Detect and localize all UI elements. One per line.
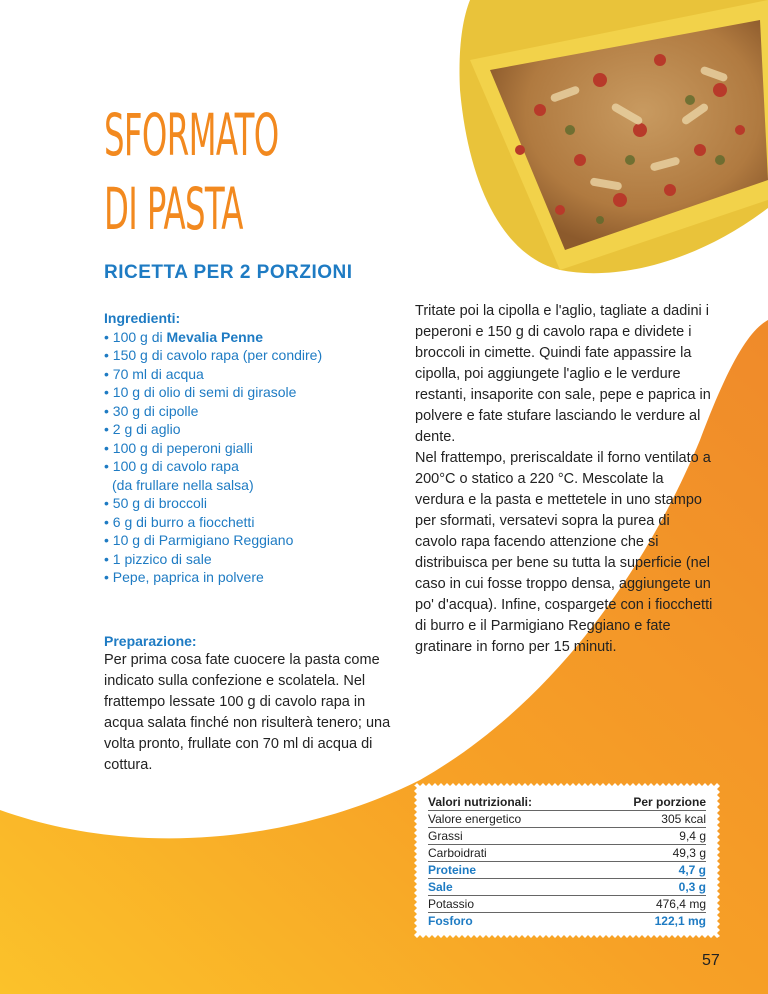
preparation-paragraph-1: Tritate poi la cipolla e l'aglio, tagliate a dadini i peperoni e 150 g di cavolo rapa e dividete i broccoli in cimette. Quindi fate appassire la cipolla, poi aggiungete l'aglio e le verdure restanti, insaporite con sale, pepe e paprica in polvere e fate stufare lasciando le verdure al dente. xyxy=(415,303,711,445)
ingredient-item: • 100 g di cavolo rapa xyxy=(104,458,239,474)
ingredients-title: Ingredienti: xyxy=(104,310,181,326)
ingredient-item-note: (da frullare nella salsa) xyxy=(112,476,254,493)
title-line-2: DI PASTA xyxy=(104,175,243,243)
ingredient-item: • 2 g di aglio xyxy=(104,421,181,437)
ingredient-item: • 1 pizzico di sale xyxy=(104,550,212,567)
ingredient-item: • 6 g di burro a fiocchetti xyxy=(104,513,255,530)
ingredient-item: • 100 g di peperoni gialli xyxy=(104,439,253,456)
recipe-title xyxy=(104,98,279,246)
ingredient-item: • 50 g di broccoli xyxy=(104,495,207,511)
nutrition-row-highlight xyxy=(428,862,706,879)
ingredient-item: • 70 ml di acqua xyxy=(104,365,204,382)
nutrition-card xyxy=(414,783,720,938)
ingredients-list xyxy=(104,328,374,587)
page-number: 57 xyxy=(702,952,720,969)
nutrition-row xyxy=(428,811,706,828)
nutrition-header-label: Valori nutrizionali: xyxy=(428,794,592,811)
ingredient-item xyxy=(104,328,374,347)
nutrition-value: 4,7 g xyxy=(592,862,706,879)
nutrition-label: Proteine xyxy=(428,862,592,879)
nutrition-row-highlight xyxy=(428,879,706,896)
ingredient-text: • 100 g di xyxy=(104,328,167,345)
ingredient-item: • 10 g di Parmigiano Reggiano xyxy=(104,532,294,548)
nutrition-value: 476,4 mg xyxy=(592,896,706,913)
nutrition-row-highlight xyxy=(428,913,706,930)
recipe-subtitle: RICETTA PER 2 PORZIONI xyxy=(104,262,353,283)
nutrition-label: Valore energetico xyxy=(428,811,592,828)
nutrition-table xyxy=(428,794,706,929)
nutrition-row xyxy=(428,896,706,913)
ingredient-item: • 10 g di olio di semi di girasole xyxy=(104,384,297,400)
nutrition-row xyxy=(428,828,706,845)
preparation-paragraph-2: Nel frattempo, preriscaldate il forno ventilato a 200°C o statico a 220 °C. Mescolate la verdura e la pasta e mettetele in uno stampo per sformati, versatevi sopra la purea di cavolo rapa facendo attenzione che si distribuisca per bene su tutta la superficie (nel caso in cui fosse troppo densa, aggiungete un po' d'acqua). Infine, cospargete con i fiocchetti di burro e il Parmigiano Reggiano e fate gratinare in forno per 15 minuti. xyxy=(415,450,713,655)
nutrition-row xyxy=(428,845,706,862)
nutrition-label: Carboidrati xyxy=(428,845,592,862)
ingredient-item: • 150 g di cavolo rapa (per condire) xyxy=(104,347,323,363)
preparation-text-right xyxy=(415,301,715,658)
nutrition-value: 305 kcal xyxy=(592,811,706,828)
ingredient-item: • Pepe, paprica in polvere xyxy=(104,569,264,585)
preparation-text-left: Per prima cosa fate cuocere la pasta come indicato sulla confezione e scolatela. Nel frattempo lessate 100 g di cavolo rapa in acqua salata finché non risulterà tenero; una volta pronto, frullate con 70 ml di acqua di cottura. xyxy=(104,652,391,773)
ingredient-product: Mevalia Penne xyxy=(166,328,264,345)
title-line-1: SFORMATO xyxy=(104,101,279,169)
preparation-title: Preparazione: xyxy=(104,633,197,649)
nutrition-value: 49,3 g xyxy=(592,845,706,862)
nutrition-header-value: Per porzione xyxy=(592,794,706,811)
nutrition-label: Grassi xyxy=(428,828,592,845)
nutrition-value: 122,1 mg xyxy=(654,914,706,928)
nutrition-label: Fosforo xyxy=(428,914,473,928)
nutrition-value: 0,3 g xyxy=(592,879,706,896)
ingredients-section xyxy=(104,309,374,587)
nutrition-label: Sale xyxy=(428,879,592,896)
nutrition-value: 9,4 g xyxy=(592,828,706,845)
nutrition-label: Potassio xyxy=(428,896,592,913)
ingredient-item: • 30 g di cipolle xyxy=(104,402,199,419)
nutrition-header-row xyxy=(428,794,706,811)
